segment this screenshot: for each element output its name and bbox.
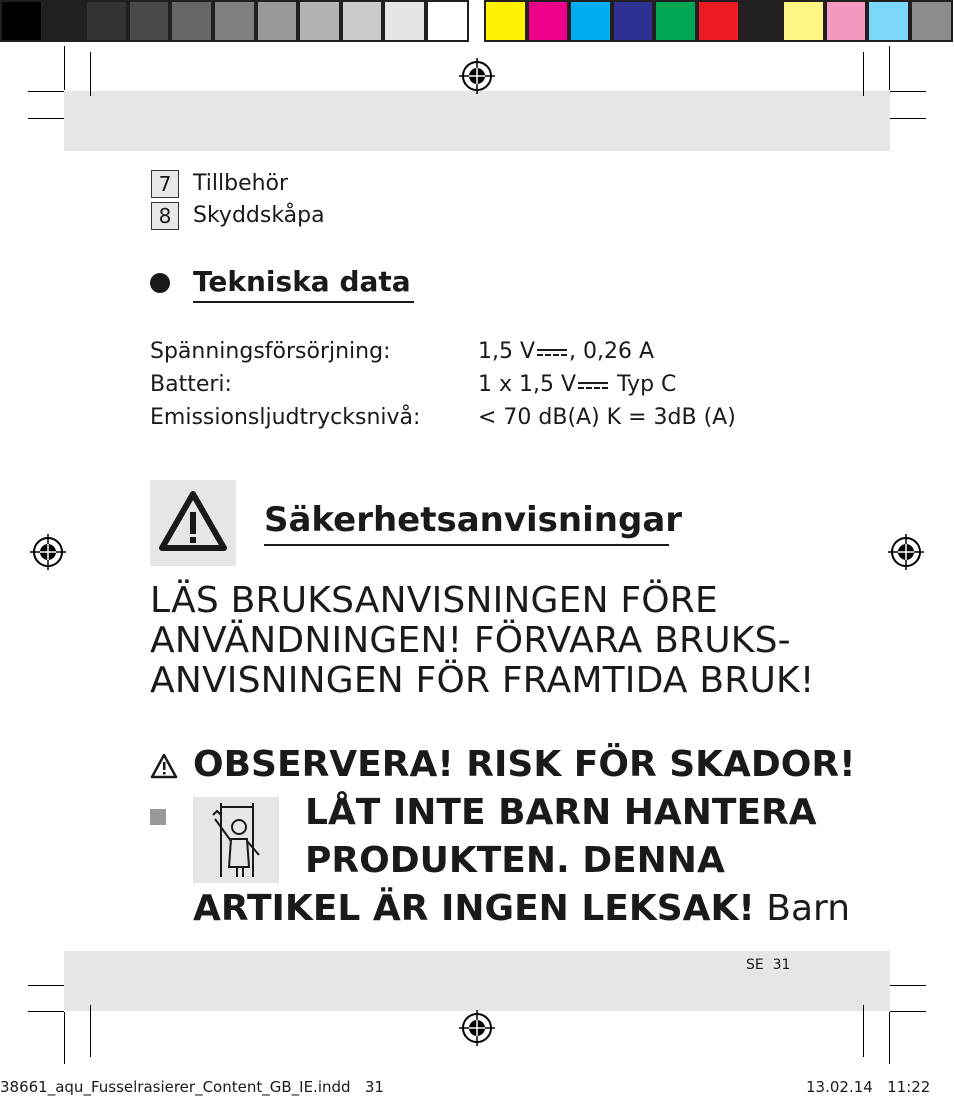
crop-mark: [64, 46, 65, 90]
color-swatch: [782, 0, 825, 42]
color-swatch: [170, 0, 213, 42]
part-label: Tillbehör: [193, 171, 289, 196]
child-warning-line: PRODUKTEN. DENNA: [305, 840, 725, 881]
color-swatch: [740, 0, 783, 42]
color-swatch: [85, 0, 128, 42]
color-swatch: [0, 0, 43, 42]
color-swatch: [867, 0, 910, 42]
crop-mark: [863, 1005, 864, 1057]
warning-triangle-icon: [150, 480, 236, 566]
square-bullet-icon: [150, 809, 166, 825]
child-warning-box: [193, 797, 279, 883]
crop-mark: [28, 118, 64, 119]
notice-line: ANVÄNDNINGEN! FÖRVARA BRUKS-: [150, 620, 791, 661]
color-swatch: [128, 0, 171, 42]
crop-mark: [890, 1011, 926, 1012]
color-swatch: [213, 0, 256, 42]
color-swatch: [527, 0, 570, 42]
safety-heading: Säkerhetsanvisningar: [264, 500, 683, 540]
child-warning-last-line: ARTIKEL ÄR INGEN LEKSAK! Barn: [193, 888, 851, 929]
bullet-icon: [150, 273, 170, 293]
notice-line: ANVISNINGEN FÖR FRAMTIDA BRUK!: [150, 660, 815, 701]
registration-mark-icon: [459, 58, 495, 94]
color-swatch: [612, 0, 655, 42]
child-warning-line: LÅT INTE BARN HANTERA: [305, 792, 817, 833]
color-swatch: [298, 0, 341, 42]
color-swatch: [256, 0, 299, 42]
crop-mark: [28, 985, 64, 986]
color-swatch: [484, 0, 527, 42]
spec-value: 1 x 1,5 V Typ C: [478, 372, 677, 397]
crop-mark: [889, 46, 890, 90]
color-swatch: [383, 0, 426, 42]
notice-line: LÄS BRUKSANVISNINGEN FÖRE: [150, 580, 718, 621]
header-band: [64, 91, 890, 151]
color-swatch: [654, 0, 697, 42]
grayscale-bar: [0, 0, 469, 46]
section-heading: Tekniska data: [193, 265, 411, 298]
dc-symbol-icon: [537, 347, 567, 357]
crop-mark: [90, 52, 91, 96]
page-number: SE 31: [746, 957, 791, 973]
color-swatch: [825, 0, 868, 42]
warning-box: [150, 480, 236, 566]
crop-mark: [890, 118, 926, 119]
crop-mark: [90, 1005, 91, 1057]
indd-timestamp: 13.02.14 11:22: [806, 1078, 931, 1096]
indd-filename: 38661_aqu_Fusselrasierer_Content_GB_IE.indd 31: [0, 1078, 384, 1096]
part-label: Skyddskåpa: [193, 203, 325, 228]
small-warning-triangle-icon: [149, 752, 179, 780]
spec-value: < 70 dB(A) K = 3dB (A): [478, 405, 736, 430]
child-pictogram-icon: [193, 797, 279, 883]
registration-mark-icon: [459, 1010, 495, 1046]
color-swatch: [697, 0, 740, 42]
warning-text: OBSERVERA! RISK FÖR SKADOR!: [193, 744, 856, 785]
registration-mark-icon: [888, 534, 924, 570]
registration-mark-icon: [30, 534, 66, 570]
crop-mark: [889, 1012, 890, 1064]
part-number-badge: 8: [151, 202, 179, 230]
color-swatch: [910, 0, 953, 42]
heading-underline: [264, 544, 669, 546]
crop-mark: [890, 91, 926, 92]
crop-mark: [890, 985, 926, 986]
dc-symbol-icon: [578, 380, 608, 390]
spec-value: 1,5 V , 0,26 A: [478, 339, 655, 364]
color-swatch: [426, 0, 469, 42]
spec-label: Spänningsförsörjning:: [150, 339, 391, 364]
crop-mark: [863, 52, 864, 96]
color-swatch: [569, 0, 612, 42]
color-swatch: [43, 0, 86, 42]
heading-underline: [193, 301, 414, 303]
spec-label: Batteri:: [150, 372, 232, 397]
crop-mark: [64, 1012, 65, 1064]
color-swatch: [341, 0, 384, 42]
spec-label: Emissionsljudtrycksnivå:: [150, 405, 421, 430]
color-bar: [484, 0, 953, 46]
crop-mark: [28, 91, 64, 92]
part-number-badge: 7: [151, 170, 179, 198]
crop-mark: [28, 1011, 64, 1012]
